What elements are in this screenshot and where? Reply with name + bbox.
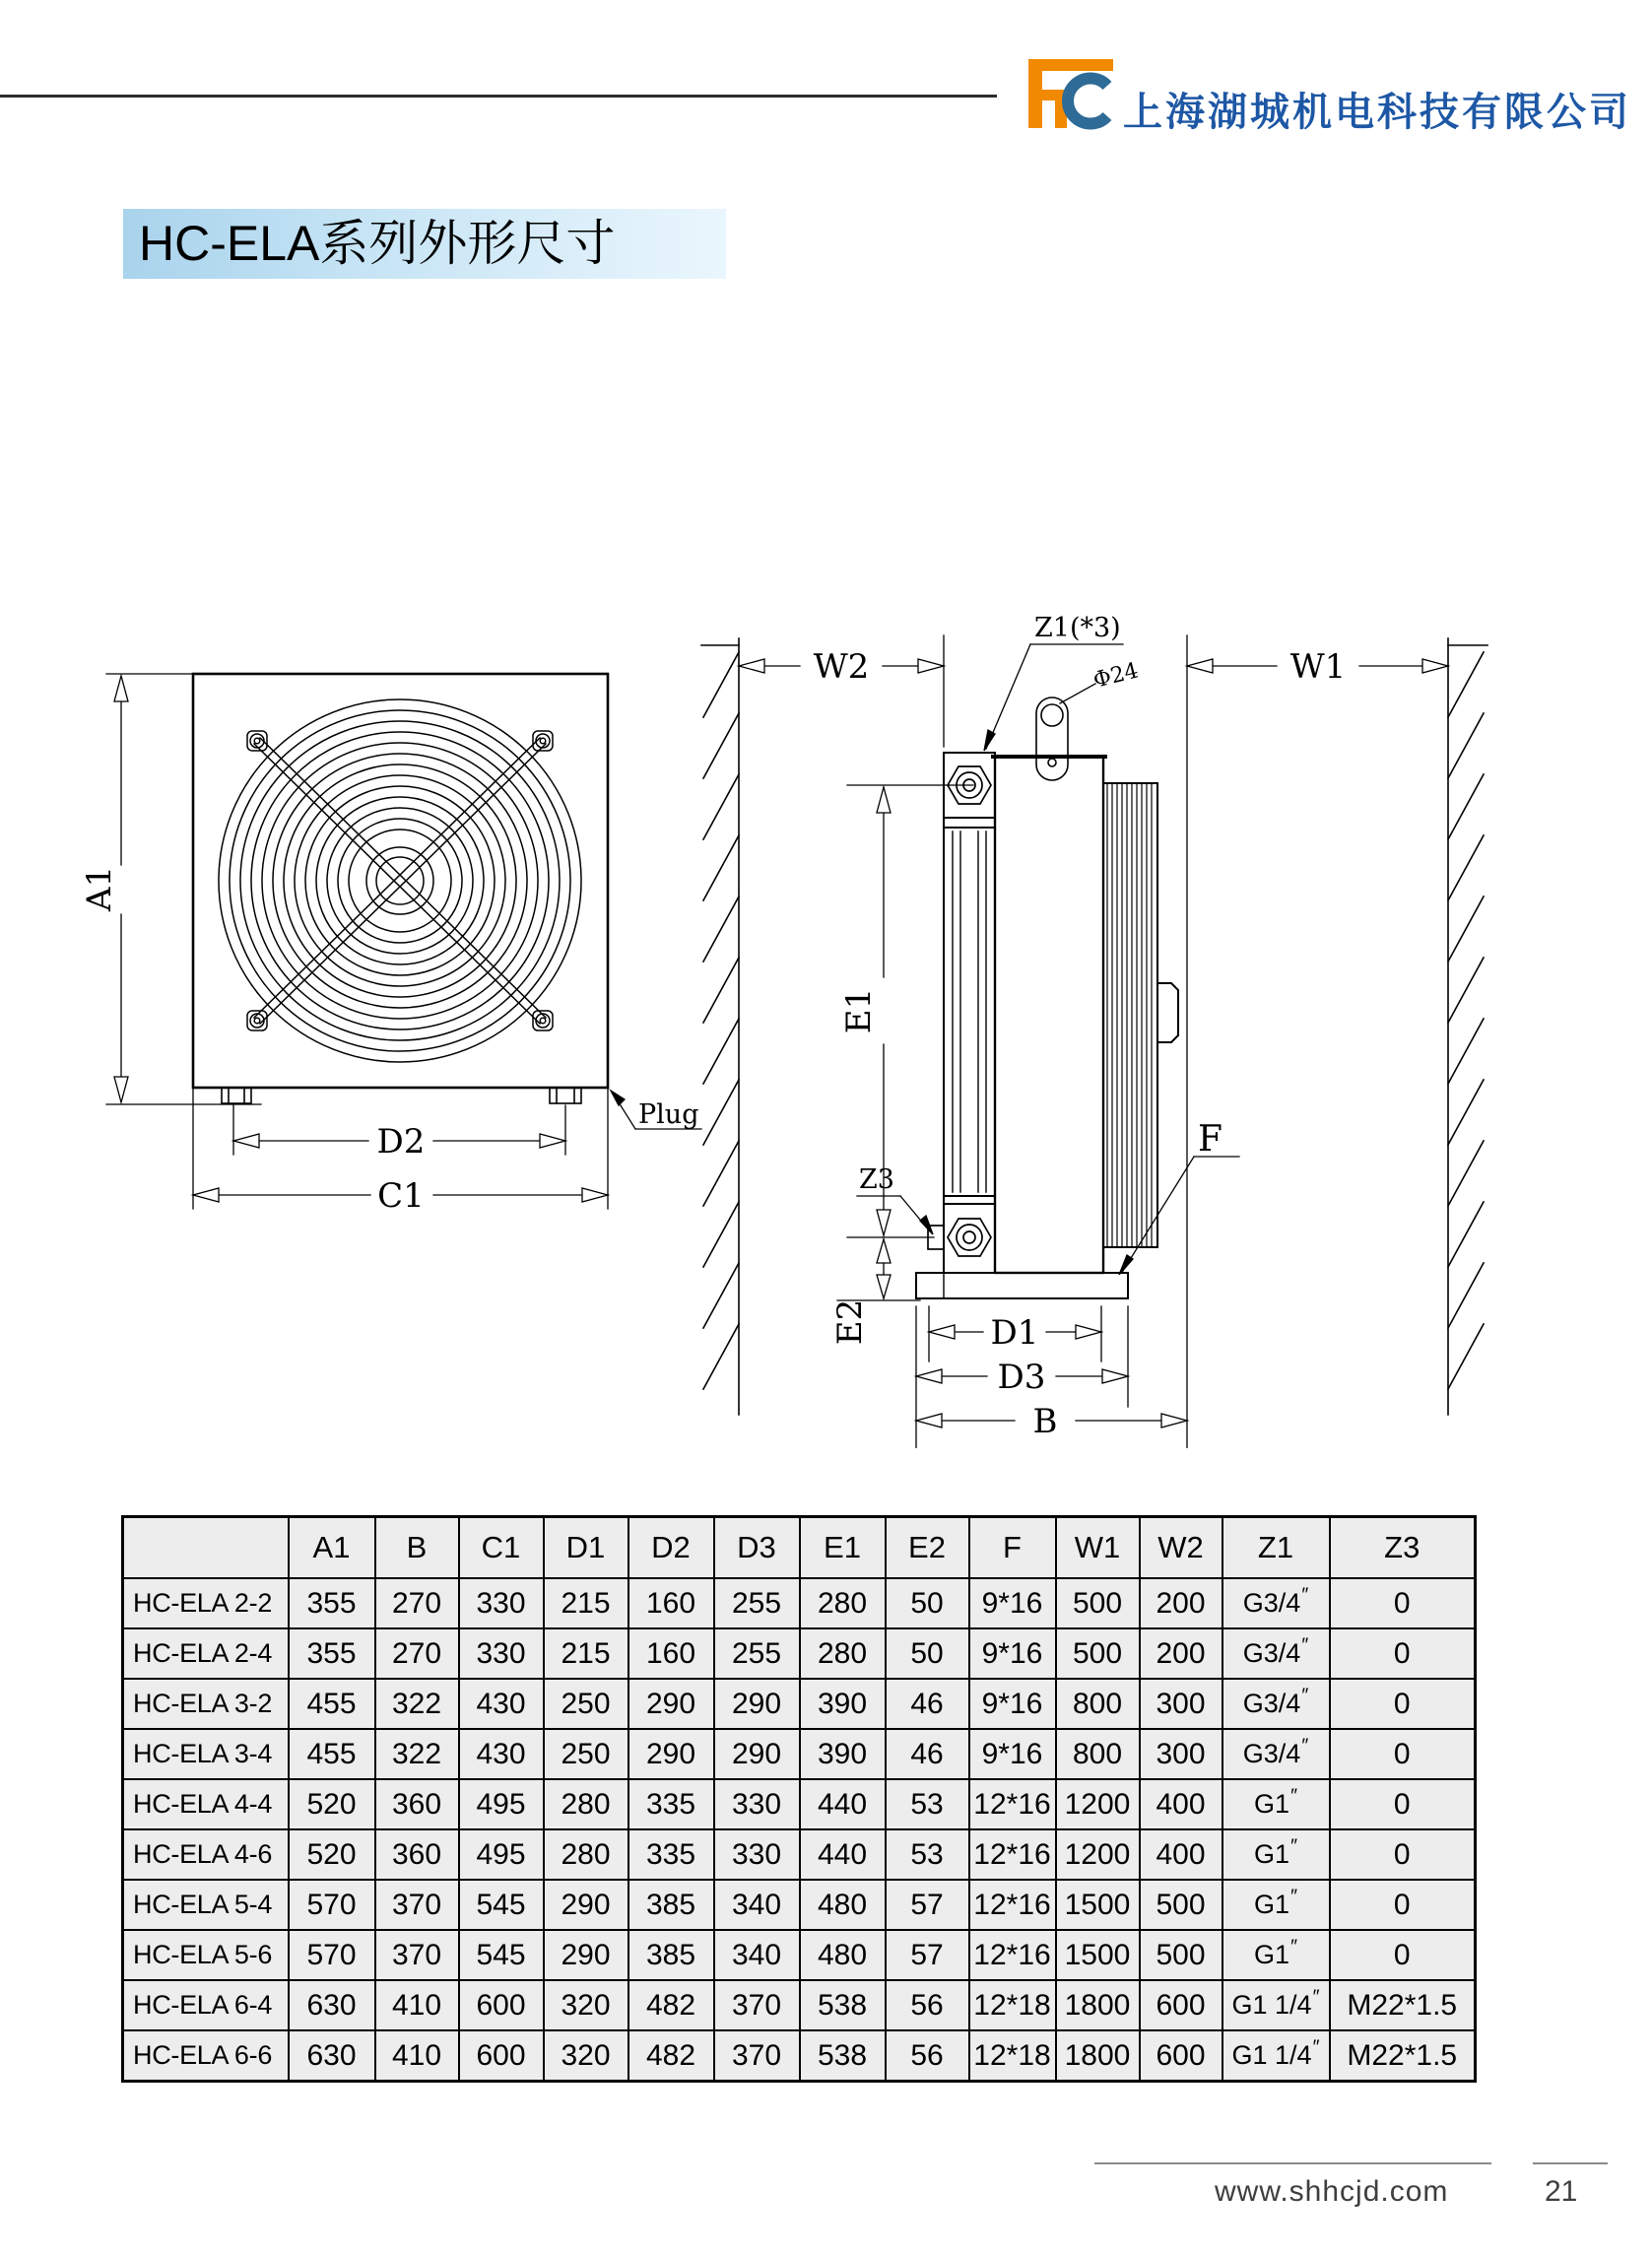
table-header-cell: E1 [800,1517,886,1579]
value-cell: 0 [1330,1930,1476,1980]
value-cell: 335 [628,1779,714,1829]
value-cell: 545 [459,1930,544,1980]
value-cell: 56 [886,1980,969,2030]
value-cell: 630 [289,2030,375,2082]
value-cell: 270 [375,1628,459,1679]
value-cell: 320 [544,2030,628,2082]
value-cell: 335 [628,1829,714,1880]
table-header-cell: Z1 [1222,1517,1330,1579]
value-cell: 370 [375,1930,459,1980]
value-cell: 53 [886,1829,969,1880]
value-cell: 482 [628,1980,714,2030]
header-rule [0,95,997,98]
value-cell: 270 [375,1578,459,1628]
value-cell: 255 [714,1578,800,1628]
model-cell: HC-ELA 4-4 [123,1779,289,1829]
value-cell: 1500 [1056,1930,1140,1980]
cooler-unit [916,697,1178,1298]
value-cell: 12*18 [969,2030,1056,2082]
value-cell: 215 [544,1628,628,1679]
value-cell: 340 [714,1880,800,1930]
value-cell: 330 [459,1578,544,1628]
side-view-label-phi24: Φ24 [1090,658,1142,694]
value-cell: 545 [459,1880,544,1930]
radiator-core [944,753,995,1273]
value-cell: 290 [628,1679,714,1729]
value-cell: 360 [375,1779,459,1829]
value-cell: 330 [714,1829,800,1880]
value-cell: 57 [886,1880,969,1930]
table-row [123,1729,1476,1779]
model-cell: HC-ELA 4-6 [123,1829,289,1880]
value-cell: 290 [544,1930,628,1980]
value-cell: G1″ [1222,1880,1330,1930]
value-cell: G1 1/4″ [1222,2030,1330,2082]
value-cell: G1″ [1222,1779,1330,1829]
value-cell: 215 [544,1578,628,1628]
value-cell: 500 [1056,1578,1140,1628]
table-header-cell [123,1517,289,1579]
value-cell: 482 [628,2030,714,2082]
side-view-label-f: F [1198,1119,1222,1160]
value-cell: 290 [544,1880,628,1930]
value-cell: 1800 [1056,2030,1140,2082]
table-header-cell: D2 [628,1517,714,1579]
table-row [123,1578,1476,1628]
value-cell: 570 [289,1880,375,1930]
value-cell: 1800 [1056,1980,1140,2030]
value-cell: 330 [459,1628,544,1679]
value-cell: 300 [1140,1679,1222,1729]
fan-grille [219,699,581,1062]
company-logo-icon [1028,59,1119,132]
value-cell: 495 [459,1779,544,1829]
side-view-label-w1: W1 [1289,647,1347,687]
table-row [123,1930,1476,1980]
value-cell: 430 [459,1729,544,1779]
value-cell: 322 [375,1679,459,1729]
front-view-label-c1: C1 [377,1176,425,1216]
value-cell: 400 [1140,1779,1222,1829]
value-cell: 12*16 [969,1829,1056,1880]
value-cell: 1200 [1056,1779,1140,1829]
value-cell: 410 [375,2030,459,2082]
value-cell: 0 [1330,1829,1476,1880]
model-cell: HC-ELA 5-6 [123,1930,289,1980]
table-header-cell: F [969,1517,1056,1579]
model-cell: HC-ELA 3-4 [123,1729,289,1779]
table-head [123,1517,1476,1579]
value-cell: 800 [1056,1729,1140,1779]
value-cell: 455 [289,1729,375,1779]
value-cell: 160 [628,1628,714,1679]
table-header-cell: E2 [886,1517,969,1579]
table-header-cell: W2 [1140,1517,1222,1579]
value-cell: 160 [628,1578,714,1628]
value-cell: 440 [800,1779,886,1829]
bolt-bosses [928,766,991,1256]
wall-hatch-right [1448,638,1487,1415]
side-view-label-e1: E1 [839,987,879,1034]
model-cell: HC-ELA 3-2 [123,1679,289,1729]
company-name: 上海湖城机电科技有限公司 [1123,91,1631,134]
value-cell: G1 1/4″ [1222,1980,1330,2030]
value-cell: 330 [714,1779,800,1829]
value-cell: 290 [714,1729,800,1779]
value-cell: 1500 [1056,1880,1140,1930]
value-cell: 390 [800,1679,886,1729]
value-cell: 9*16 [969,1729,1056,1779]
side-view-label-b: B [1032,1402,1058,1441]
table-header-cell: B [375,1517,459,1579]
value-cell: 12*16 [969,1880,1056,1930]
value-cell: 250 [544,1679,628,1729]
value-cell: 440 [800,1829,886,1880]
value-cell: 12*16 [969,1779,1056,1829]
page-title: HC-ELA系列外形尺寸 [123,209,726,279]
dimensions-table [121,1515,1477,2083]
value-cell: 340 [714,1930,800,1980]
tank-body [993,757,1105,1273]
value-cell: 255 [714,1628,800,1679]
table-header-cell: W1 [1056,1517,1140,1579]
value-cell: 538 [800,2030,886,2082]
value-cell: 800 [1056,1679,1140,1729]
value-cell: 600 [459,2030,544,2082]
value-cell: 600 [1140,1980,1222,2030]
value-cell: 50 [886,1578,969,1628]
value-cell: 355 [289,1578,375,1628]
table-row [123,1880,1476,1930]
value-cell: G3/4″ [1222,1628,1330,1679]
value-cell: 0 [1330,1679,1476,1729]
value-cell: 430 [459,1679,544,1729]
wall-hatch-left [701,638,739,1415]
side-view-label-d1: D1 [990,1313,1039,1353]
value-cell: 495 [459,1829,544,1880]
table-header-cell: Z3 [1330,1517,1476,1579]
side-view-label-z3: Z3 [859,1164,894,1195]
value-cell: 300 [1140,1729,1222,1779]
value-cell: 1200 [1056,1829,1140,1880]
value-cell: 280 [544,1779,628,1829]
value-cell: 200 [1140,1628,1222,1679]
base-plate [916,1273,1128,1298]
value-cell: G3/4″ [1222,1679,1330,1729]
value-cell: 630 [289,1980,375,2030]
value-cell: 500 [1140,1880,1222,1930]
value-cell: 600 [459,1980,544,2030]
value-cell: M22*1.5 [1330,2030,1476,2082]
value-cell: 385 [628,1930,714,1980]
value-cell: G1″ [1222,1930,1330,1980]
value-cell: 9*16 [969,1578,1056,1628]
value-cell: 322 [375,1729,459,1779]
value-cell: 0 [1330,1880,1476,1930]
value-cell: 520 [289,1829,375,1880]
front-view-drawing [59,591,709,1261]
value-cell: G3/4″ [1222,1729,1330,1779]
table-row [123,2030,1476,2082]
value-cell: 46 [886,1729,969,1779]
value-cell: 9*16 [969,1679,1056,1729]
value-cell: 370 [375,1880,459,1930]
value-cell: 12*18 [969,1980,1056,2030]
value-cell: 53 [886,1779,969,1829]
model-cell: HC-ELA 6-4 [123,1980,289,2030]
value-cell: 57 [886,1930,969,1980]
front-view-label-plug: Plug [638,1099,699,1130]
side-view-label-e2: E2 [830,1298,870,1346]
value-cell: 538 [800,1980,886,2030]
model-cell: HC-ELA 2-2 [123,1578,289,1628]
value-cell: 0 [1330,1578,1476,1628]
table-header-cell: A1 [289,1517,375,1579]
table-row [123,1829,1476,1880]
fin-section [1103,783,1178,1247]
value-cell: 370 [714,1980,800,2030]
value-cell: 355 [289,1628,375,1679]
value-cell: G3/4″ [1222,1578,1330,1628]
front-view-label-d2: D2 [376,1122,426,1162]
value-cell: 280 [544,1829,628,1880]
side-view-drawing [690,581,1556,1448]
table-header-cell: D1 [544,1517,628,1579]
value-cell: 200 [1140,1578,1222,1628]
value-cell: 500 [1056,1628,1140,1679]
value-cell: 520 [289,1779,375,1829]
model-cell: HC-ELA 5-4 [123,1880,289,1930]
value-cell: 0 [1330,1779,1476,1829]
value-cell: 0 [1330,1628,1476,1679]
footer-rule [1094,2162,1491,2164]
table-header-cell: C1 [459,1517,544,1579]
value-cell: 56 [886,2030,969,2082]
value-cell: G1″ [1222,1829,1330,1880]
side-view-label-d3: D3 [997,1358,1046,1397]
value-cell: 320 [544,1980,628,2030]
value-cell: 46 [886,1679,969,1729]
value-cell: 9*16 [969,1628,1056,1679]
top-plug [1036,697,1068,780]
table-header-cell: D3 [714,1517,800,1579]
value-cell: 290 [714,1679,800,1729]
model-cell: HC-ELA 6-6 [123,2030,289,2082]
value-cell: 400 [1140,1829,1222,1880]
value-cell: M22*1.5 [1330,1980,1476,2030]
website-link[interactable]: www.shhcjd.com [1215,2175,1449,2208]
side-view-label-w2: W2 [813,647,870,687]
table-row [123,1628,1476,1679]
value-cell: 480 [800,1930,886,1980]
table-row [123,1779,1476,1829]
table-row [123,1980,1476,2030]
page-number-rule [1533,2162,1608,2164]
value-cell: 290 [628,1729,714,1779]
value-cell: 480 [800,1880,886,1930]
value-cell: 385 [628,1880,714,1930]
front-view-label-a1: A1 [80,865,119,912]
value-cell: 370 [714,2030,800,2082]
value-cell: 360 [375,1829,459,1880]
value-cell: 280 [800,1628,886,1679]
model-cell: HC-ELA 2-4 [123,1628,289,1679]
value-cell: 250 [544,1729,628,1779]
value-cell: 570 [289,1930,375,1980]
value-cell: 410 [375,1980,459,2030]
page-number: 21 [1545,2175,1578,2208]
value-cell: 600 [1140,2030,1222,2082]
value-cell: 280 [800,1578,886,1628]
mounting-feet [222,1088,581,1103]
value-cell: 500 [1140,1930,1222,1980]
value-cell: 390 [800,1729,886,1779]
table-body [123,1578,1476,2082]
side-view-label-z1: Z1(*3) [1034,613,1121,643]
value-cell: 455 [289,1679,375,1729]
value-cell: 12*16 [969,1930,1056,1980]
table-row [123,1679,1476,1729]
value-cell: 0 [1330,1729,1476,1779]
value-cell: 50 [886,1628,969,1679]
